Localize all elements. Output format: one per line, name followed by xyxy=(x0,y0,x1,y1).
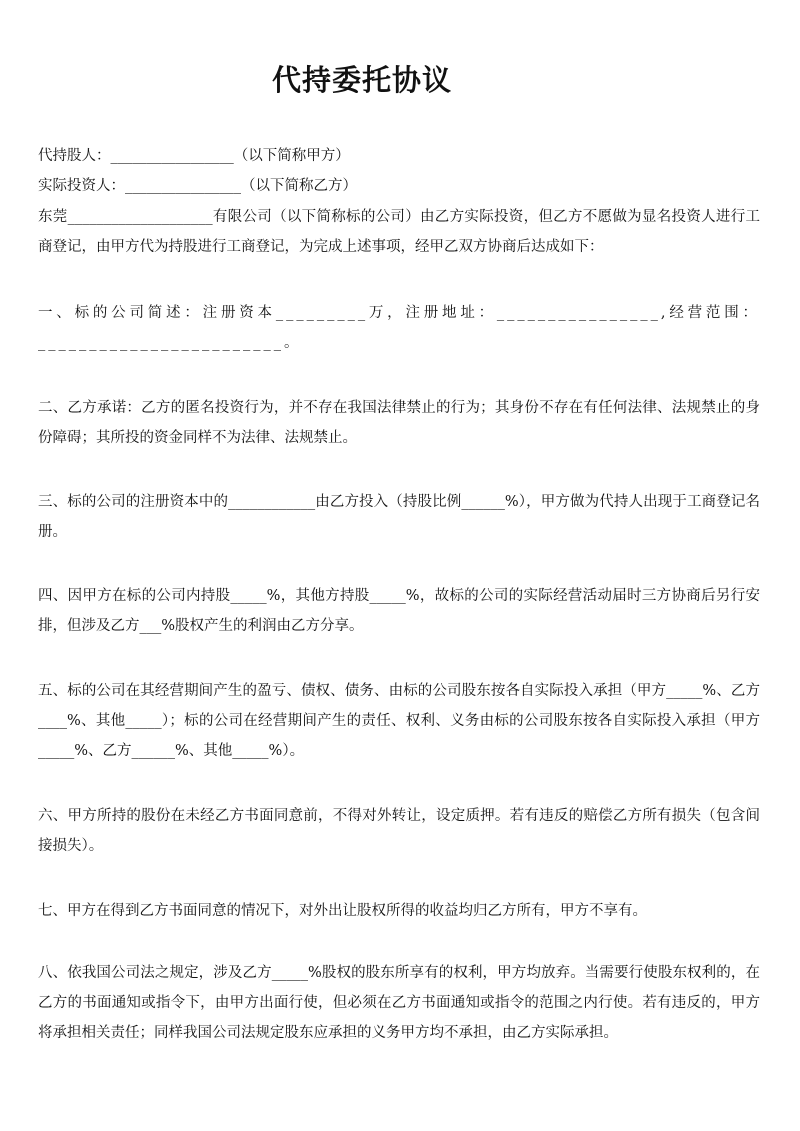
clause-5: 五、标的公司在其经营期间产生的盈亏、债权、债务、由标的公司股东按各自实际投入承担（甲方_____%、乙方____%、其他_____）；标的公司在经营期间产生的责任、权利、义务由标的公司股东按各自实际投入承担（甲方_____%、乙方______%、其他_____%）。 xyxy=(38,683,760,759)
clause-8: 八、依我国公司法之规定，涉及乙方_____%股权的股东所享有的权利，甲方均放弃。当需要行使股东权利的，在乙方的书面通知或指令下，由甲方出面行使，但必须在乙方书面通知或指令的范围之内行使。若有违反的，甲方将承担相关责任；同样我国公司法规定股东应承担的义务甲方均不承担，由乙方实际承担。 xyxy=(38,965,760,1041)
document-title: 代持委托协议 xyxy=(271,63,452,97)
nominee-line: 代持股人：_________________（以下简称甲方） xyxy=(38,148,350,164)
clause-4: 四、因甲方在标的公司内持股_____%，其他方持股_____%，故标的公司的实际经营活动届时三方协商后另行安排，但涉及乙方___%股权产生的利润由乙方分享。 xyxy=(38,588,760,634)
clause-3: 三、标的公司的注册资本中的____________由乙方投入（持股比例______%），甲方做为代持人出现于工商登记名册。 xyxy=(38,494,760,540)
clause-7: 七、甲方在得到乙方书面同意的情况下，对外出让股权所得的收益均归乙方所有，甲方不享有。 xyxy=(38,903,647,919)
clause-6: 六、甲方所持的股份在未经乙方书面同意前，不得对外转让，设定质押。若有违反的赔偿乙方所有损失（包含间接损失）。 xyxy=(38,808,760,854)
clause-2: 二、乙方承诺：乙方的匿名投资行为，并不存在我国法律禁止的行为；其身份不存在有任何法律、法规禁止的身份障碍；其所投的资金同样不为法律、法规禁止。 xyxy=(38,400,760,446)
clause-1: 一、标的公司简述：注册资本_________万，注册地址：________________,经营范围：________________________。 xyxy=(38,305,760,351)
investor-line: 实际投资人：________________（以下简称乙方） xyxy=(38,178,357,194)
intro-paragraph: 东莞____________________有限公司（以下简称标的公司）由乙方实际投资，但乙方不愿做为显名投资人进行工商登记，由甲方代为持股进行工商登记，为完成上述事项，经甲乙双方协商后达成如下： xyxy=(38,209,760,255)
